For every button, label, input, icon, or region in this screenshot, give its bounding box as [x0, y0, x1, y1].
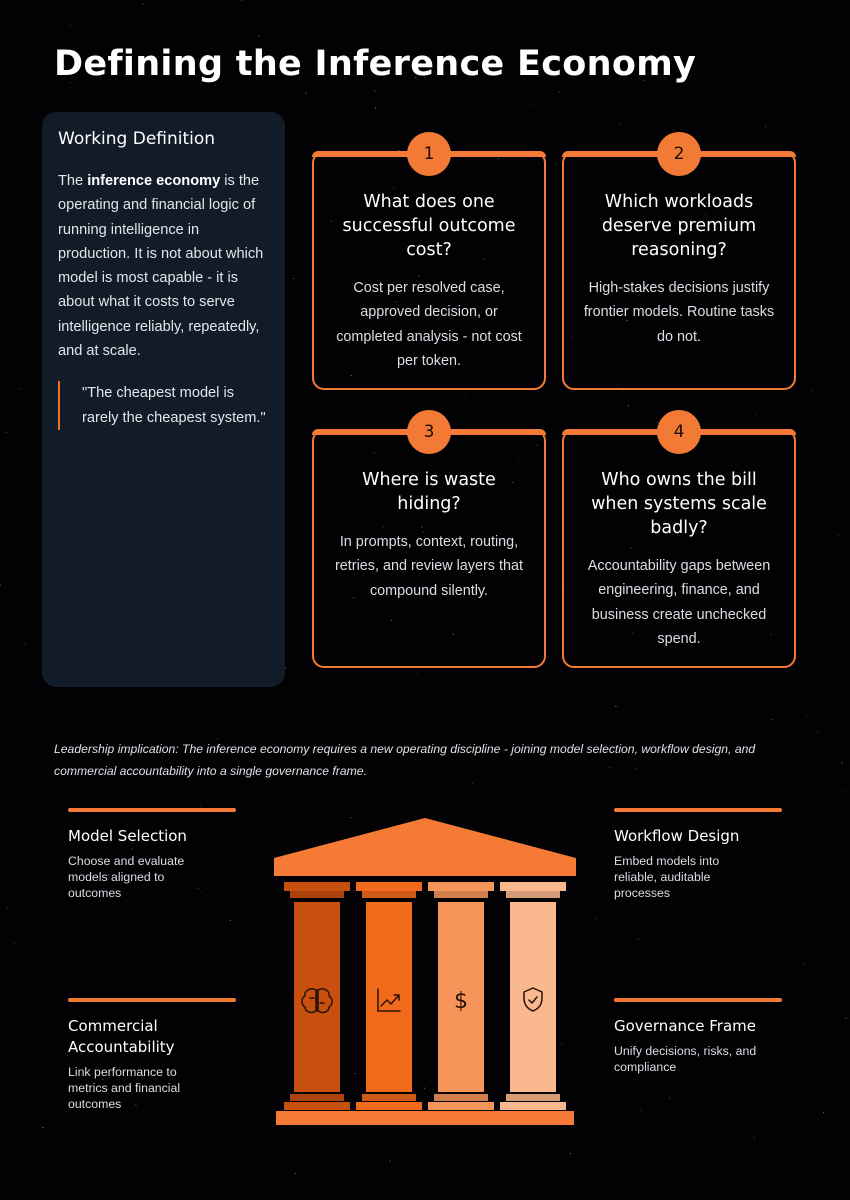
column-capital-top	[356, 882, 422, 891]
star-dot	[390, 1161, 391, 1162]
page-title: Defining the Inference Economy	[54, 44, 697, 84]
card-title: Who owns the bill when systems scale badly?	[591, 470, 767, 538]
star-dot	[281, 33, 282, 34]
pillar-title: Governance Frame	[614, 1017, 756, 1035]
temple-roof	[274, 818, 576, 858]
card-number-badge: 1	[407, 132, 451, 176]
card-text: In prompts, context, routing, retries, and review layers that compound silently.	[335, 534, 523, 599]
column-capital	[506, 891, 560, 898]
star-dot	[7, 908, 8, 909]
governance-temple-illustration	[270, 818, 580, 1128]
star-dot	[70, 25, 71, 26]
card-title: What does one successful outcome cost?	[342, 192, 516, 260]
star-dot	[375, 107, 376, 108]
definition-quote: "The cheapest model is rarely the cheapest system."	[58, 381, 269, 430]
column-capital	[290, 891, 344, 898]
definition-heading: Working Definition	[58, 129, 216, 149]
star-dot	[0, 585, 1, 586]
definition-text-pre: The	[58, 173, 88, 189]
pillar-description: Embed models into reliable, auditable processes	[614, 854, 720, 900]
card-number-badge: 2	[657, 132, 701, 176]
star-dot	[669, 1098, 670, 1099]
star-dot	[823, 1112, 824, 1113]
temple-column	[356, 882, 422, 1110]
star-dot	[842, 791, 843, 792]
column-capital	[434, 891, 488, 898]
pillar-label-workflow-design	[614, 808, 784, 901]
pillar-title: Commercial Accountability	[68, 1017, 175, 1056]
star-dot	[472, 783, 473, 784]
column-base	[362, 1094, 416, 1101]
column-shaft	[366, 902, 412, 1092]
star-dot	[838, 535, 839, 536]
star-dot	[628, 405, 629, 406]
definition-text-post: is the operating and financial logic of running intelligence in production. It is not about which model is most capable - it is about what it costs to serve intelligence reliably, repeatedly, and at scale.	[58, 173, 264, 360]
star-dot	[772, 719, 773, 720]
star-dot	[374, 91, 375, 92]
star-dot	[559, 92, 560, 93]
star-dot	[14, 943, 15, 944]
pillar-label-bar	[614, 808, 782, 812]
temple-roof-base	[274, 858, 576, 876]
definition-term: inference economy	[87, 173, 221, 189]
star-dot	[570, 1153, 571, 1154]
star-dot	[230, 920, 231, 921]
card-number-badge: 3	[407, 410, 451, 454]
star-dot	[293, 278, 294, 279]
star-dot	[25, 644, 26, 645]
column-capital-top	[500, 882, 566, 891]
dollar-icon	[454, 989, 468, 1014]
pillar-label-model-selection	[68, 808, 238, 901]
pillar-label-bar	[614, 998, 782, 1002]
temple-column	[284, 882, 350, 1110]
star-dot	[383, 108, 384, 109]
card-number-badge: 4	[657, 410, 701, 454]
pillar-description: Link performance to metrics and financial outcomes	[68, 1065, 181, 1111]
column-capital-top	[428, 882, 494, 891]
column-base	[434, 1094, 488, 1101]
star-dot	[641, 1110, 642, 1111]
working-definition-panel	[42, 112, 285, 687]
star-dot	[6, 432, 7, 433]
star-dot	[306, 93, 307, 94]
question-card-1	[312, 144, 546, 390]
star-dot	[804, 963, 805, 964]
column-base	[290, 1094, 344, 1101]
star-dot	[596, 919, 597, 920]
card-text: Cost per resolved case, approved decision, or completed analysis - not cost per token.	[336, 280, 522, 369]
leadership-implication: Leadership implication: The inference economy requires a new operating discipline - joining model selection, workflow design, and commercial accountability into a single governance frame.	[54, 742, 756, 778]
temple-column	[428, 882, 494, 1110]
star-dot	[615, 706, 616, 707]
star-dot	[807, 715, 808, 716]
star-dot	[555, 163, 556, 164]
star-dot	[754, 1138, 755, 1139]
star-dot	[258, 35, 259, 36]
column-base	[506, 1094, 560, 1101]
star-dot	[21, 388, 22, 389]
pillar-description: Unify decisions, risks, and compliance	[614, 1044, 757, 1074]
star-dot	[841, 762, 842, 763]
card-title: Where is waste hiding?	[362, 470, 496, 514]
star-dot	[530, 104, 531, 105]
question-card-2	[562, 144, 796, 390]
pillar-label-bar	[68, 998, 236, 1002]
column-plinth	[356, 1102, 422, 1110]
card-text: Accountability gaps between engineering, finance, and business create unchecked spend.	[587, 558, 771, 647]
star-dot	[285, 668, 286, 669]
star-dot	[43, 1127, 44, 1128]
question-card-3	[312, 422, 546, 668]
card-title: Which workloads deserve premium reasoning?	[601, 192, 757, 260]
star-dot	[817, 731, 818, 732]
column-capital-top	[284, 882, 350, 891]
pillar-title: Workflow Design	[614, 827, 740, 845]
star-dot	[142, 4, 143, 5]
temple-base-step	[276, 1111, 574, 1125]
column-shaft	[510, 902, 556, 1092]
pillar-title: Model Selection	[68, 827, 187, 845]
column-plinth	[284, 1102, 350, 1110]
pillar-label-governance-frame	[614, 998, 784, 1075]
star-dot	[619, 124, 620, 125]
question-card-4	[562, 422, 796, 668]
star-dot	[816, 617, 817, 618]
pillar-label-bar	[68, 808, 236, 812]
star-dot	[765, 126, 766, 127]
pillar-description: Choose and evaluate models aligned to outcomes	[68, 854, 185, 900]
pillar-label-commercial-accountability	[68, 998, 238, 1112]
star-dot	[241, 0, 242, 1]
star-dot	[846, 1018, 847, 1019]
star-dot	[638, 939, 639, 940]
star-dot	[812, 390, 813, 391]
column-plinth	[500, 1102, 566, 1110]
star-dot	[465, 397, 466, 398]
svg-text:$: $	[454, 989, 468, 1014]
column-capital	[362, 891, 416, 898]
card-text: High-stakes decisions justify frontier models. Routine tasks do not.	[583, 280, 775, 345]
star-dot	[3, 744, 4, 745]
star-dot	[417, 673, 418, 674]
definition-body	[58, 169, 269, 363]
star-dot	[295, 1173, 296, 1174]
column-plinth	[428, 1102, 494, 1110]
temple-column	[500, 882, 566, 1110]
star-dot	[755, 413, 756, 414]
